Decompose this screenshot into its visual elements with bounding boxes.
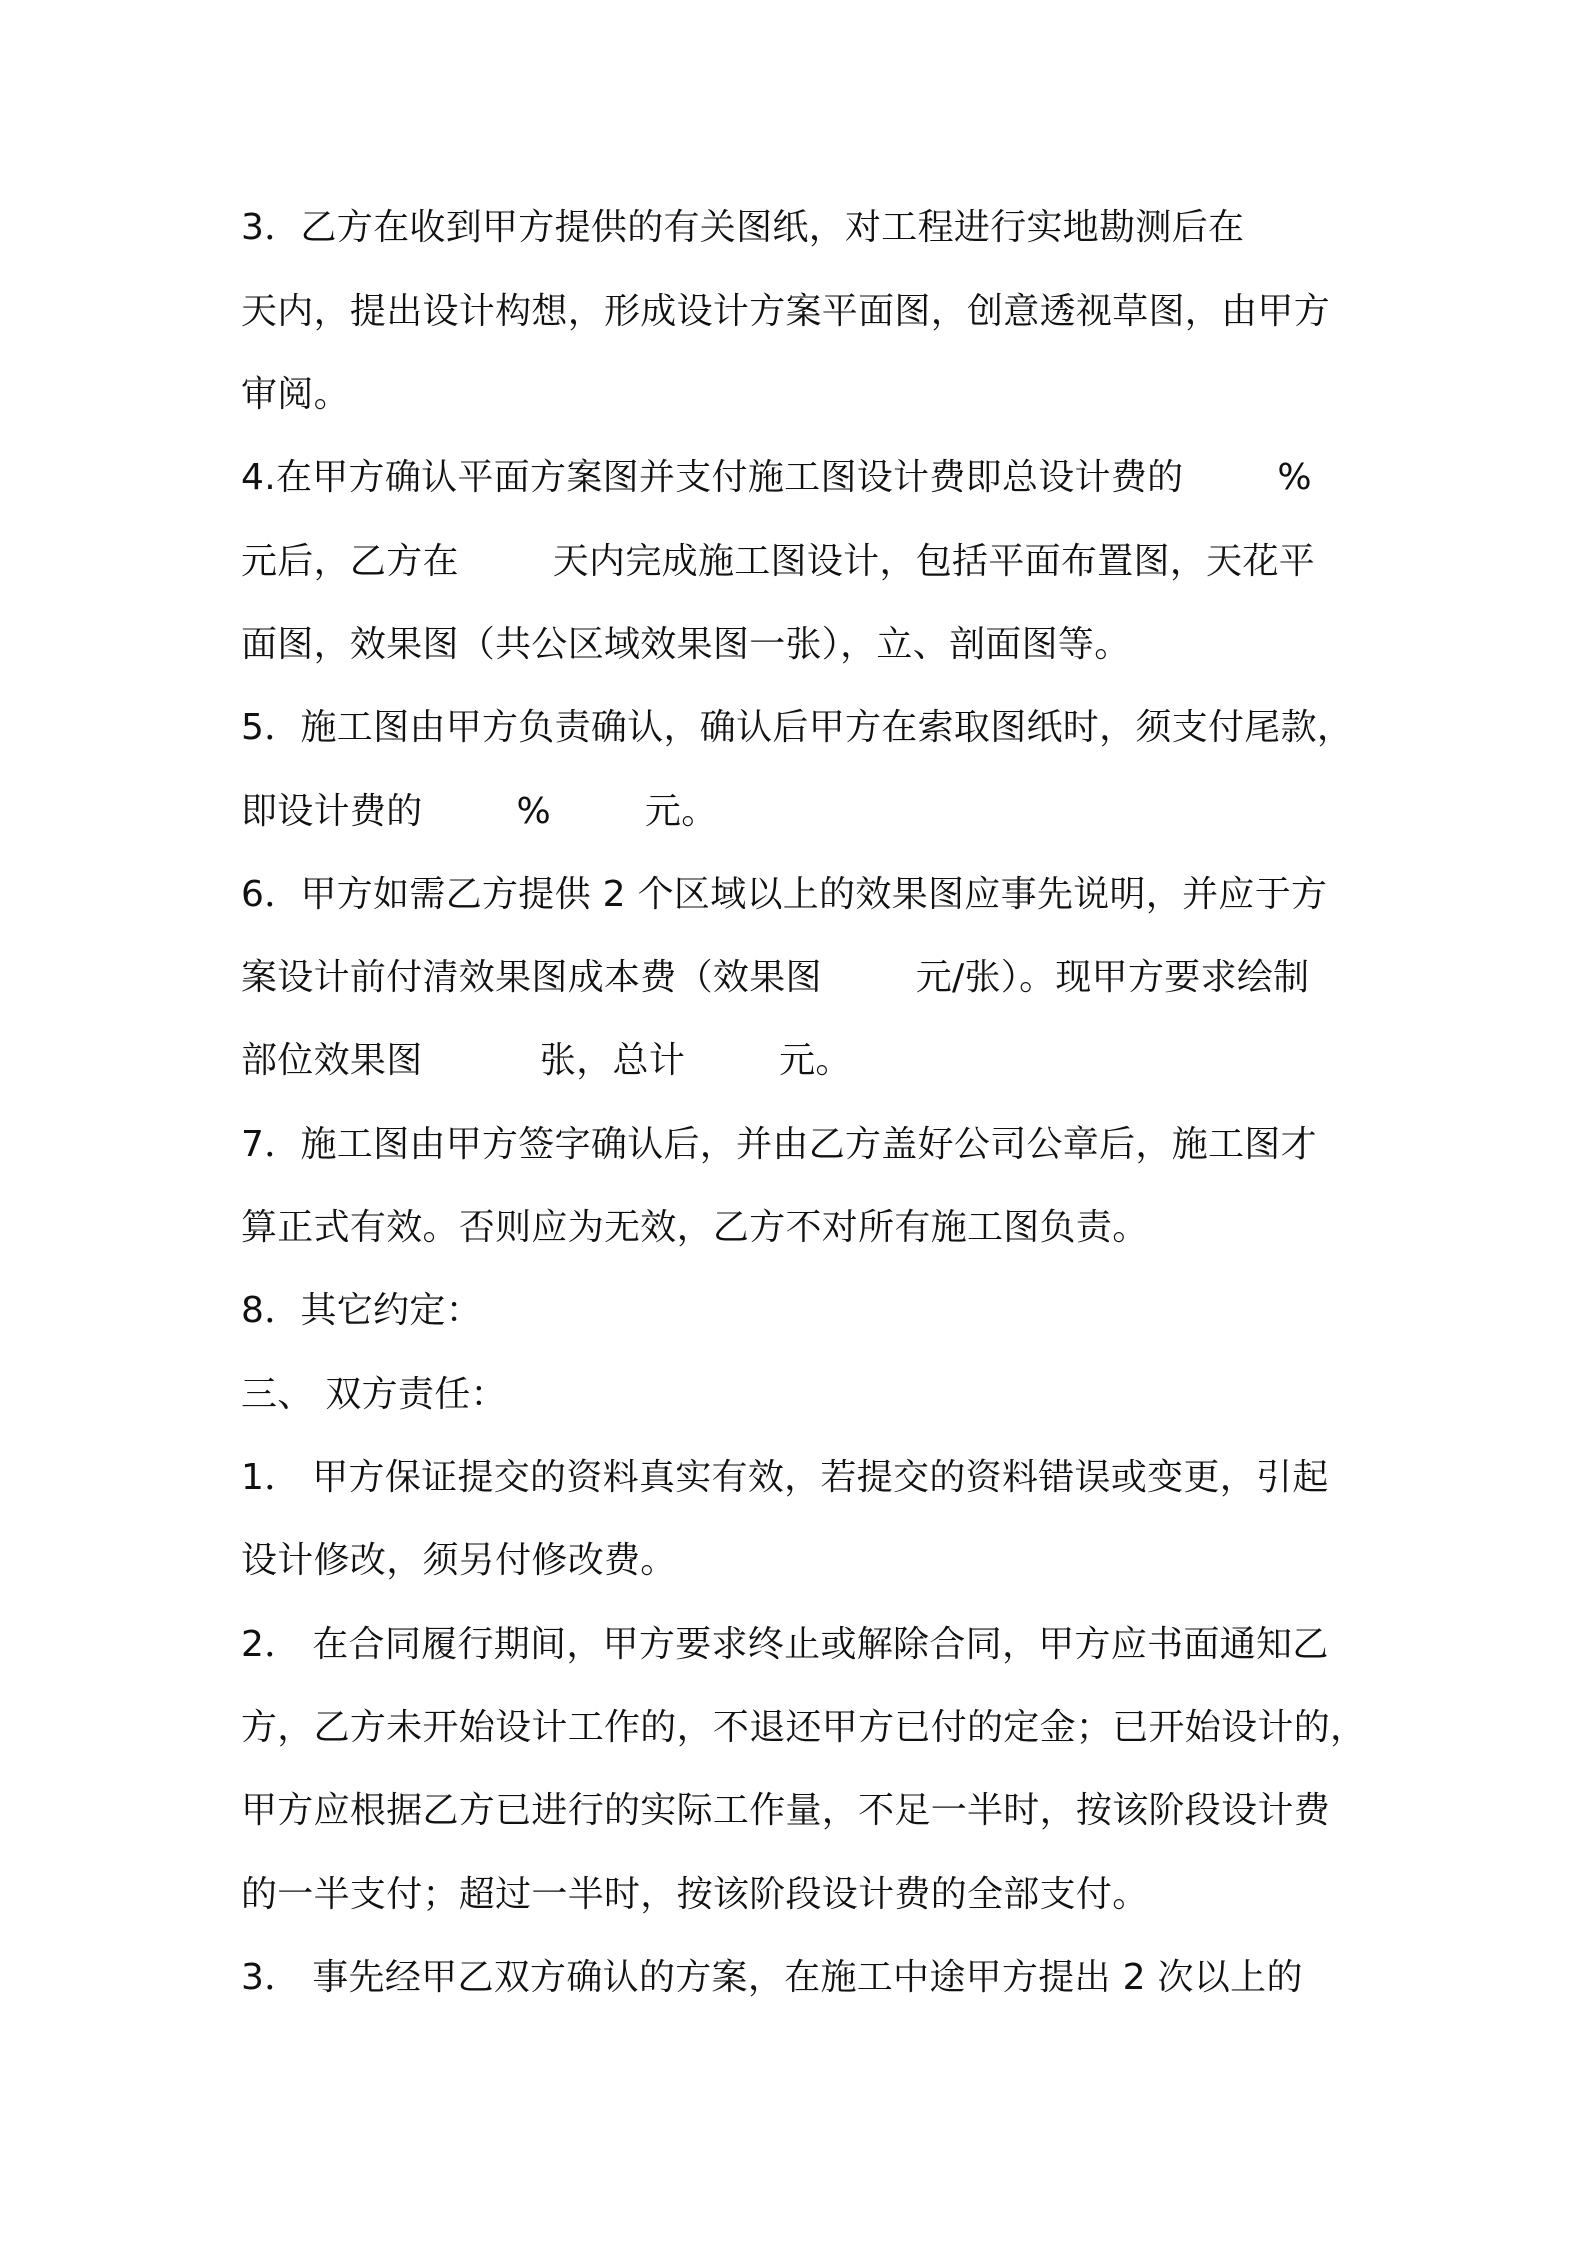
text-line: 设计修改，须另付修改费。 <box>241 1540 677 1581</box>
text-line: 3．乙方在收到甲方提供的有关图纸，对工程进行实地勘测后在 <box>241 207 1245 248</box>
text-line: 天内，提出设计构想，形成设计方案平面图，创意透视草图，由甲方 <box>241 291 1331 332</box>
text-line: 6．甲方如需乙方提供 2 个区域以上的效果图应事先说明，并应于方 <box>241 874 1328 915</box>
text-line: 算正式有效。否则应为无效，乙方不对所有施工图负责。 <box>241 1207 1149 1248</box>
text-line: 3． 事先经甲乙双方确认的方案，在施工中途甲方提出 2 次以上的 <box>241 1957 1303 1998</box>
text-line: 7．施工图由甲方签字确认后，并由乙方盖好公司公章后，施工图才 <box>241 1124 1317 1165</box>
text-line: 8．其它约定： <box>241 1290 483 1331</box>
text-line: 元后，乙方在 天内完成施工图设计，包括平面布置图，天花平 <box>241 541 1316 582</box>
text-line: 审阅。 <box>241 374 350 415</box>
text-line: 面图，效果图（共公区域效果图一张），立、剖面图等。 <box>241 624 1131 665</box>
text-line: 部位效果图 张，总计 元。 <box>241 1040 852 1081</box>
text-line: 方，乙方未开始设计工作的，不退还甲方已付的定金；已开始设计的， <box>241 1707 1367 1748</box>
text-line: 即设计费的 % 元。 <box>241 791 718 832</box>
section-heading: 三、 双方责任： <box>241 1374 507 1415</box>
text-line: 的一半支付；超过一半时，按该阶段设计费的全部支付。 <box>241 1874 1149 1915</box>
text-line: 1． 甲方保证提交的资料真实有效，若提交的资料错误或变更，引起 <box>241 1457 1329 1498</box>
text-line: 案设计前付清效果图成本费（效果图 元/张）。现甲方要求绘制 <box>241 957 1310 998</box>
text-line: 甲方应根据乙方已进行的实际工作量，不足一半时，按该阶段设计费 <box>241 1790 1331 1831</box>
text-line: 2． 在合同履行期间，甲方要求终止或解除合同，甲方应书面通知乙 <box>241 1624 1329 1665</box>
text-line: 5．施工图由甲方负责确认，确认后甲方在索取图纸时，须支付尾款， <box>241 707 1354 748</box>
text-line: 4.在甲方确认平面方案图并支付施工图设计费即总设计费的 % <box>241 457 1312 498</box>
